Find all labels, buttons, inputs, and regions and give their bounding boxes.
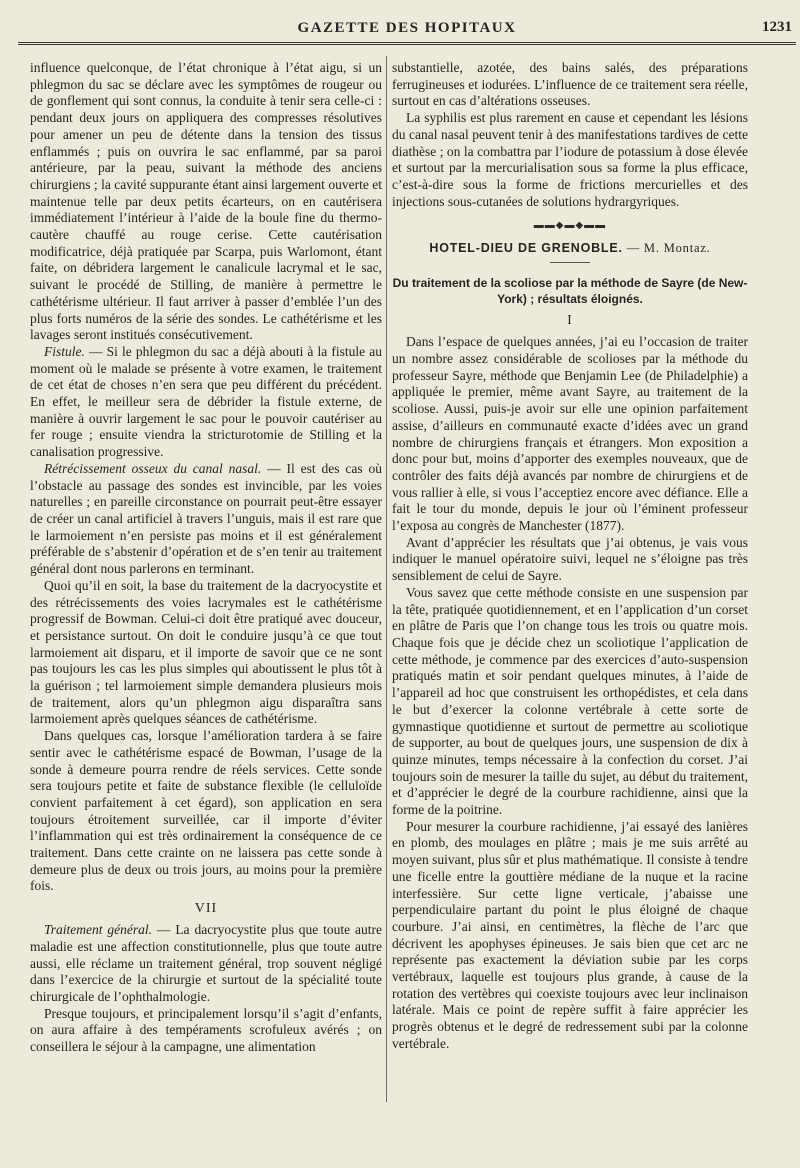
paragraph (30, 344, 382, 461)
paragraph (30, 922, 382, 1006)
hospital-name: HOTEL-DIEU DE GRENOBLE. (429, 241, 623, 256)
paragraph-lead: Fistule. (44, 343, 85, 359)
paragraph: Vous savez que cette méthode consiste en une suspension par la tête, pratiquée quotidiennement, et en l’application d’un corset en plâtre de Paris que l’on change tous les trois ou quatre mois. Chaque fois que je décide chez un scoliotique l’application de cette méthode, je commence par des exercices d’auto-suspension pratiqués matin et soir pendant quelques minutes, à l’aide de l’appareil ad hoc que construisent les orthopédistes, et cela dans le but d’exercer la colonne vertébrale à cette sorte de gymnastique quotidienne et surtout de permettre au scoliotique de supporter, au bout de quelques jours, une suspension de dix à quinze minutes, temps nécessaire à la confection du corset. J’ai toujours soin de mesurer la taille du sujet, au début du traitement, et d’apprécier le degré de la courbure rachidienne, ainsi que la forme de la poitrine. (392, 584, 748, 818)
paragraph: substantielle, azotée, des bains salés, des préparations ferrugineuses et iodurées. L’influence de ce traitement sera réelle, surtout en cas d’altérations osseuses. (392, 60, 748, 109)
author-name: — M. Montaz. (622, 241, 711, 256)
paragraph-body: — Il est des cas où l’obstacle au passage des sondes est invincible, par les voies naturelles ; en pareille circonstance on pourrait peut-être essayer de créer un canal artificiel à travers l’unguis, mais il est rare que le larmoiement n’en persiste pas moins et il est généralement préférable de s’abstenir d’opération et de s’en tenir au traitement général dont nous parlerons en terminant. (30, 460, 382, 577)
left-column (30, 60, 382, 1056)
paragraph: influence quelconque, de l’état chronique à l’état aigu, si un phlegmon du sac se déclare avec les symptômes de rougeur ou de gonflement qui sont connus, la conduite à tenir sera celle-ci : pendant deux jours on appliquera des compresses résolutives pour amener un peu de détente dans la tension des tissus enflammés ; puis on ouvrira le sac enflammé, par sa paroi antérieure, par la peau, suivant la méthode des anciens chirurgiens ; la cavité suppurante étant ainsi largement ouverte et maintenue telle par deux petits écarteurs, on en cautérisera immédiatement l’intérieur à l’aide de la boule fine du thermo-cautère chauffé au rouge cerise. Cette cautérisation modificatrice, déjà pratiquée par Scarpa, puis Warlomont, étant faite, on débridera largement le canalicule lacrymal et le sac, suivant le procédé de Stilling, de manière à permettre le cathétérisme ultérieur. Il faut arriver à passer d’emblée l’un des plus forts numéros de la série des sondes. Le cathétérisme et les lavages seront institués consécutivement. (30, 60, 382, 343)
short-rule (550, 262, 590, 263)
article-title: Du traitement de la scoliose par la méthode de Sayre (de New-York) ; résultats éloignés. (392, 276, 748, 307)
section-number: I (567, 313, 573, 329)
paragraph (30, 461, 382, 578)
paragraph: Dans l’espace de quelques années, j’ai eu l’occasion de traiter un nombre assez considérable de scolioses par la méthode du professeur Sayre, méthode que Benjamin Lee (de Philadelphie) a appliquée le premier, même avant Sayre, au traitement de la scoliose. Aussi, puis-je avoir sur elle une opinion parfaitement assise, d’ailleurs en communauté exacte d’idées avec un grand nombre de chirurgiens français et étrangers. Mon exposition a donc pour but, moins d’apporter des exemples nouveaux, que de contrôler des faits déjà avancés par nombre de chirurgiens et de vous rallier à elle, si vous l’acceptiez encore avec défiance. Elle a fait le tour du monde, depuis le jour où l’éminent professeur l’exposa au congrès de Manchester (1877). (392, 334, 748, 534)
paragraph-body: — Si le phlegmon du sac a déjà abouti à la fistule au moment où le malade se présente à votre examen, le traitement de cet état de choses n’en sera que peu différent du précédent. En effet, le meilleur sera de débrider la fistule externe, de manière à ouvrir largement le sac pour le pouvoir cautériser au fer rouge ; ensuite viendra la stricturotomie de Stilling et la canalisation progressive. (30, 343, 382, 460)
paragraph-lead: Traitement général. (44, 922, 153, 938)
journal-title: GAZETTE DES HOPITAUX (297, 20, 517, 36)
header-rule (18, 42, 796, 45)
section-number: VII (194, 901, 218, 917)
paragraph: La syphilis est plus rarement en cause et cependant les lésions du canal nasal peuvent tenir à des manifestations tardives de cette diathèse ; on la combattra par l’iodure de potassium à dose élevée et surtout par la mercurialisation sous sa forme la plus efficace, c’est-à-dire sous la forme de frictions mercurielles et des injections sous-cutanées de solutions hydrargyriques. (392, 110, 748, 209)
paragraph: Avant d’apprécier les résultats que j’ai obtenus, je vais vous indiquer le manuel opératoire suivi, lequel ne s’éloigne pas très sensiblement de celui de Sayre. (392, 534, 748, 584)
paragraph: Presque toujours, et principalement lorsqu’il s’agit d’enfants, on aura affaire à des tempéraments scrofuleux avérés ; on conseillera le séjour à la campagne, une alimentation (30, 1005, 382, 1055)
right-column (392, 60, 748, 1053)
paragraph-body: — La dacryocystite plus que toute autre maladie est une affection constitutionnelle, plus que toute autre aussi, elle réclame un traitement général, trop souvent négligé dans l’exercice de la chirurgie et surtout de la spécialité toute chirurgicale de l’ophthalmologie. (30, 922, 382, 1004)
paragraph: Dans quelques cas, lorsque l’amélioration tardera à se faire sentir avec le cathétérisme espacé de Bowman, l’usage de la sonde à demeure pourra rendre de réels services. Cette sonde sera toujours petite et faite de substance flexible (le celluloïde convient parfaitement à cet égard), son application en sera toujours étroitement surveillée, car il importe d’éviter l’inflammation qui est très ordinairement la conséquence de ce traitement. Dans cette crainte on ne laissera pas cette sonde à demeure plus de deux ou trois jours, au moins pour la première fois. (30, 728, 382, 894)
paragraph: Pour mesurer la courbure rachidienne, j’ai essayé des lanières en plomb, des moulages en plâtre ; mais je me suis arrêté au moyen suivant, plus sûr et plus mathématique. Il consiste à tendre une ficelle entre la gouttière médiane de la nuque et la racine interfessière. Sur cette ligne verticale, j’abaisse une perpendiculaire partant du point le plus éloigné de chaque courbure. J’ai ainsi, en centimètres, la flèche de l’arc que décrivent les apophyses épineuses. Je sais bien que cet arc ne représente pas exactement la déviation subie par les corps vertébraux, laquelle est toujours plus grande, à cause de la rotation des vertèbres qui coexiste toujours avec leur inclinaison latérale. Mais ce point de repère suffit à faire apprécier les progrès obtenus et le degré de redressement subi par la colonne vertébrale. (392, 818, 748, 1051)
column-divider (386, 56, 387, 1102)
page-header (18, 14, 796, 44)
ornament-divider: ▬▬◆▬◆▬▬ (533, 220, 607, 232)
page-number: 1231 (762, 19, 792, 35)
paragraph: Quoi qu’il en soit, la base du traitement de la dacryocystite et des rétrécissements des voies lacrymales est le cathétérisme progressif de Bowman. Celui-ci doit être pratiqué avec douceur, et persistance surtout. On doit le conduire jusqu’à ce que tout larmoiement ait disparu, et il importe de savoir que ce ne sont pas toujours les cas les plus simples qui aboutissent le plus tôt à la guérison ; tel larmoiement simple demandera plusieurs mois de traitement, alors qu’un phlegmon aigu disparaîtra sans larmoiement après quelques séances de cathétérisme. (30, 577, 382, 727)
hospital-heading (392, 241, 748, 256)
paragraph-lead: Rétrécissement osseux du canal nasal. (44, 460, 262, 476)
